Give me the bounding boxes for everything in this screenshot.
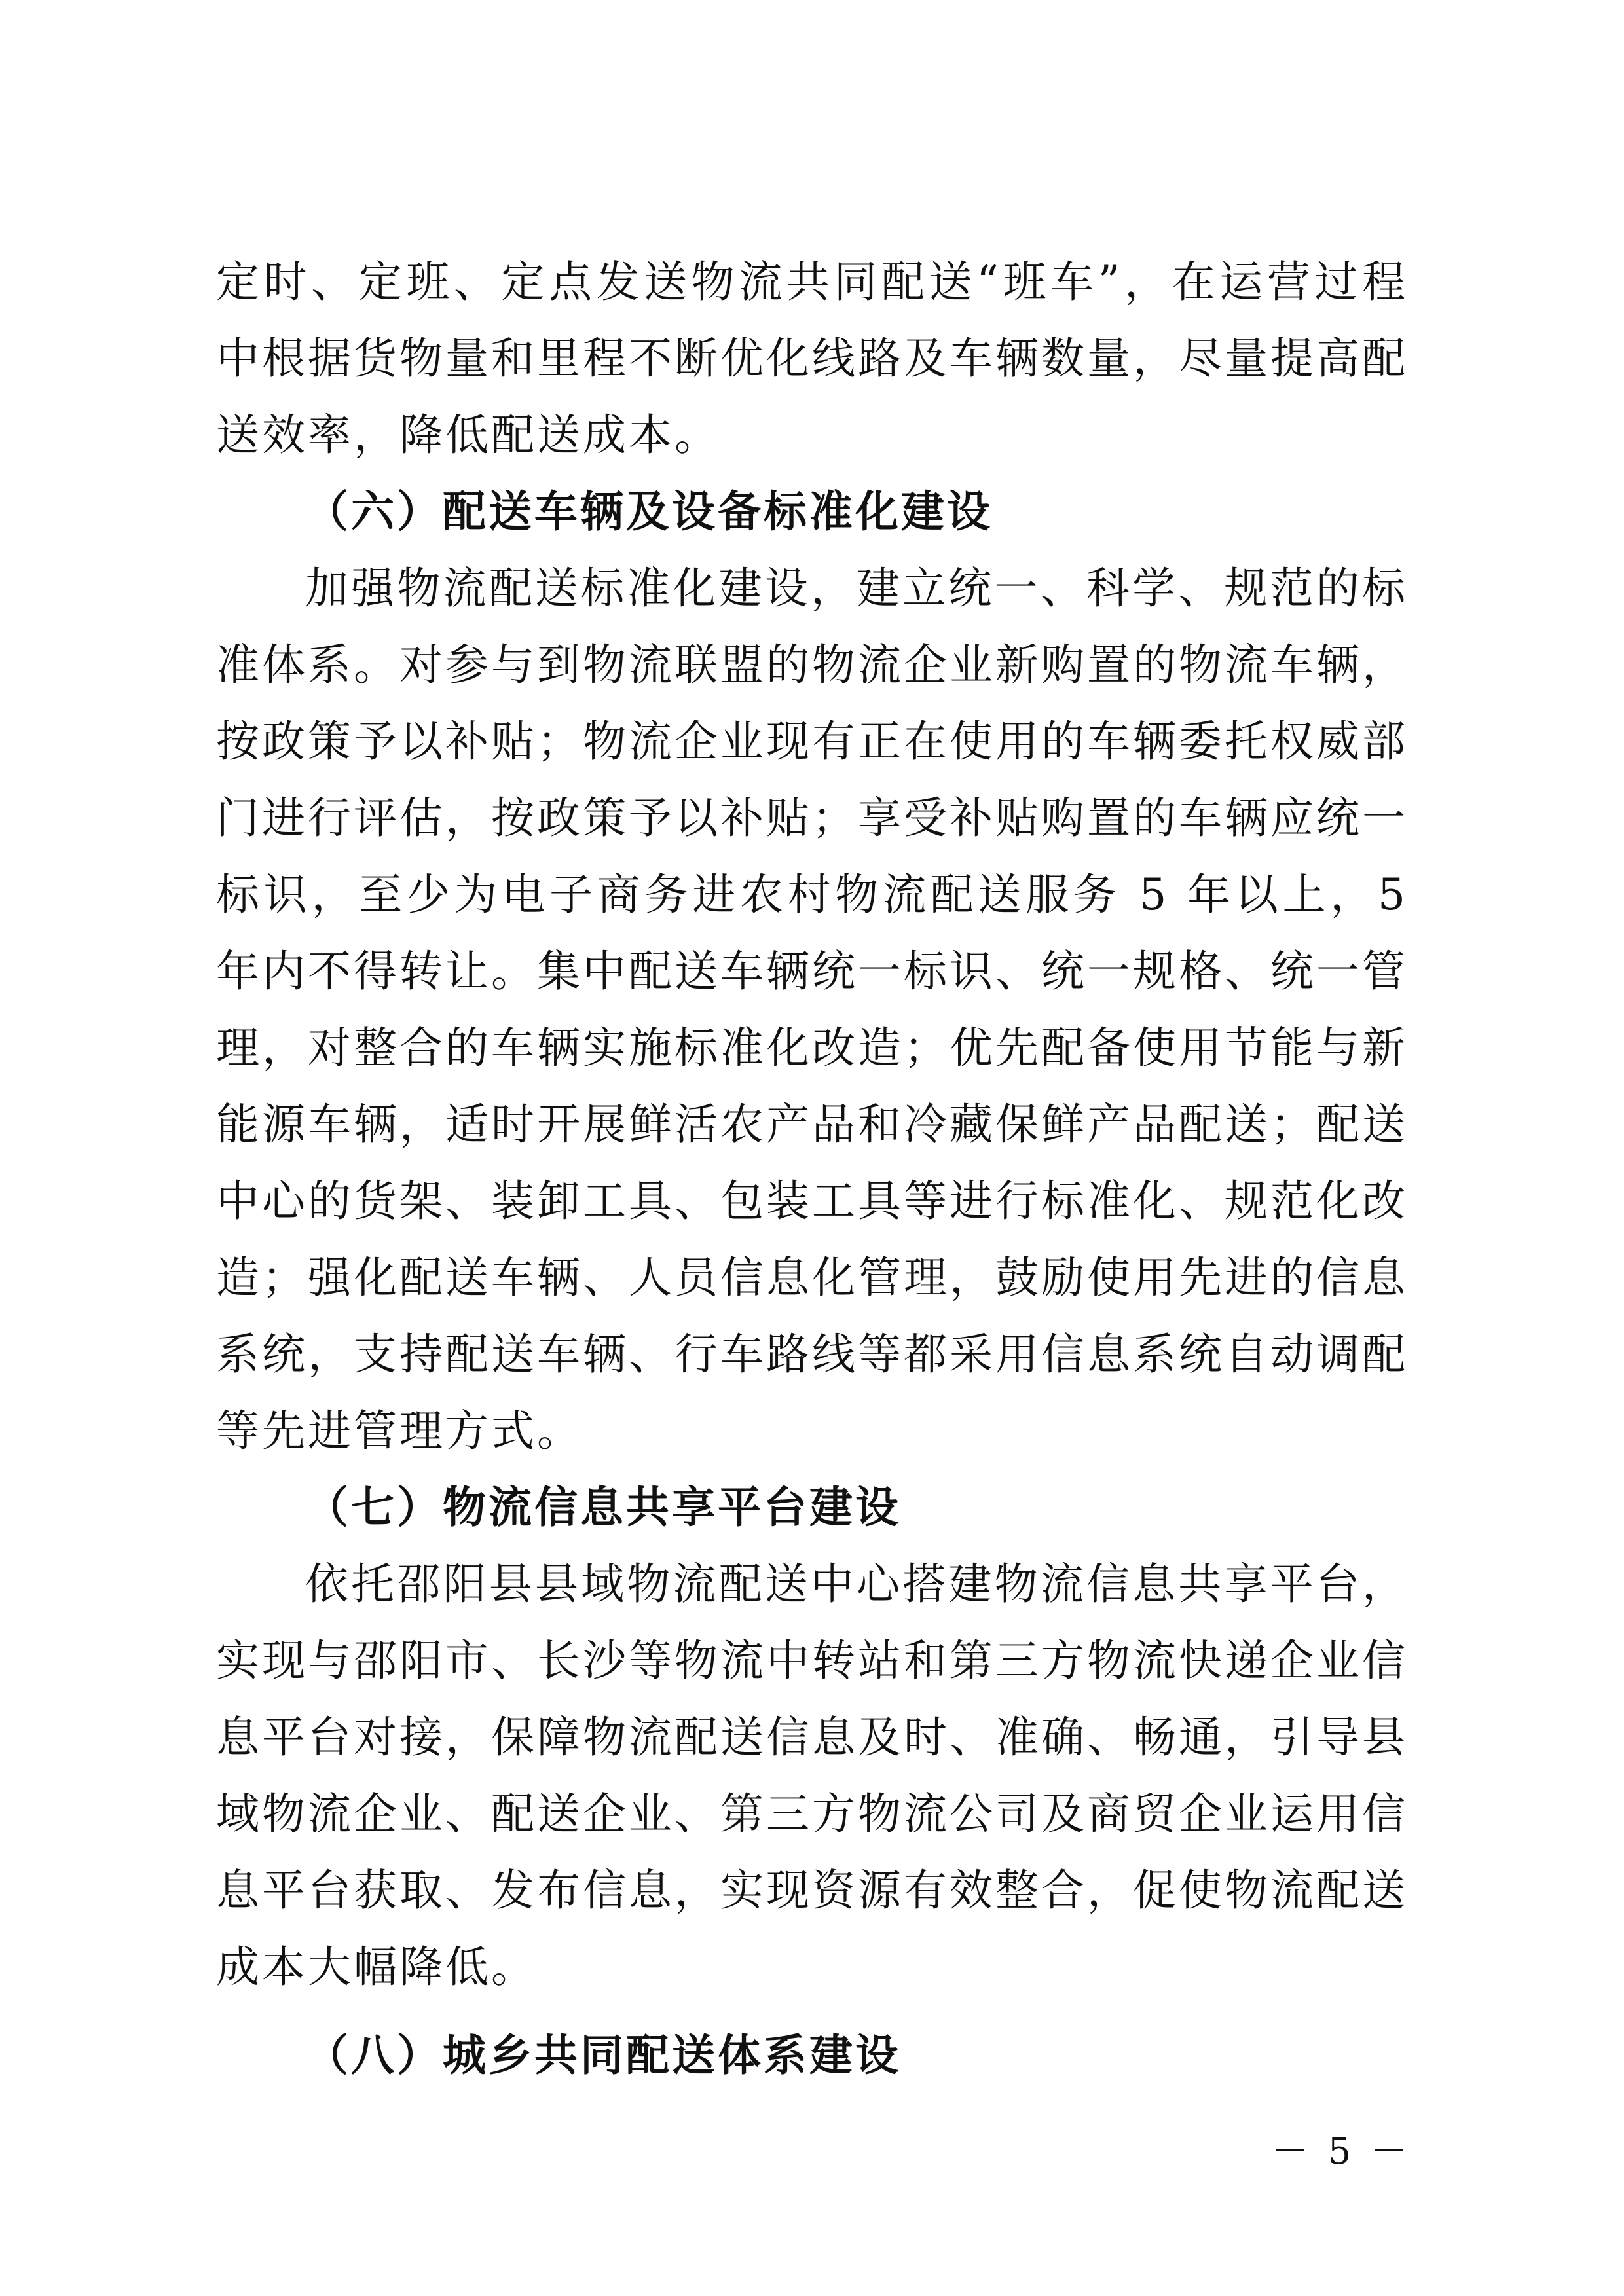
page-number: － 5 － [1272, 2130, 1412, 2173]
document-body [216, 244, 1408, 2094]
section-heading-8: （八）城乡共同配送体系建设 [305, 2030, 901, 2081]
paragraph-vehicle-standardization: 加强物流配送标准化建设，建立统一、科学、规范的标准体系。对参与到物流联盟的物流企业新购置的物流车辆，按政策予以补贴；物流企业现有正在使用的车辆委托权威部门进行评估，按政策予以补贴；享受补贴购置的车辆应统一标识，至少为电子商务进农村物流配送服务 5 年以上，5 年内不得转让。集中配送车辆统一标识、统一规格、统一管理，对整合的车辆实施标准化改造；优先配备使用节能与新能源车辆，适时开展鲜活农产品和冷藏保鲜产品配送；配送中心的货架、装卸工具、包装工具等进行标准化、规范化改造；强化配送车辆、人员信息化管理，鼓励使用先进的信息系统，支持配送车辆、行车路线等都采用信息系统自动调配等先进管理方式。 [216, 563, 1408, 1456]
paragraph-delivery-schedule: 定时、定班、定点发送物流共同配送“班车”，在运营过程中根据货物量和里程不断优化线路及车辆数量，尽量提高配送效率，降低配送成本。 [216, 257, 1408, 460]
section-heading-6: （六）配送车辆及设备标准化建设 [305, 486, 993, 537]
section-heading-7: （七）物流信息共享平台建设 [305, 1482, 901, 1533]
paragraph-info-platform: 依托邵阳县县域物流配送中心搭建物流信息共享平台，实现与邵阳市、长沙等物流中转站和第三方物流快递企业信息平台对接，保障物流配送信息及时、准确、畅通，引导县域物流企业、配送企业、第三方物流公司及商贸企业运用信息平台获取、发布信息，实现资源有效整合，促使物流配送成本大幅降低。 [216, 1559, 1408, 1992]
